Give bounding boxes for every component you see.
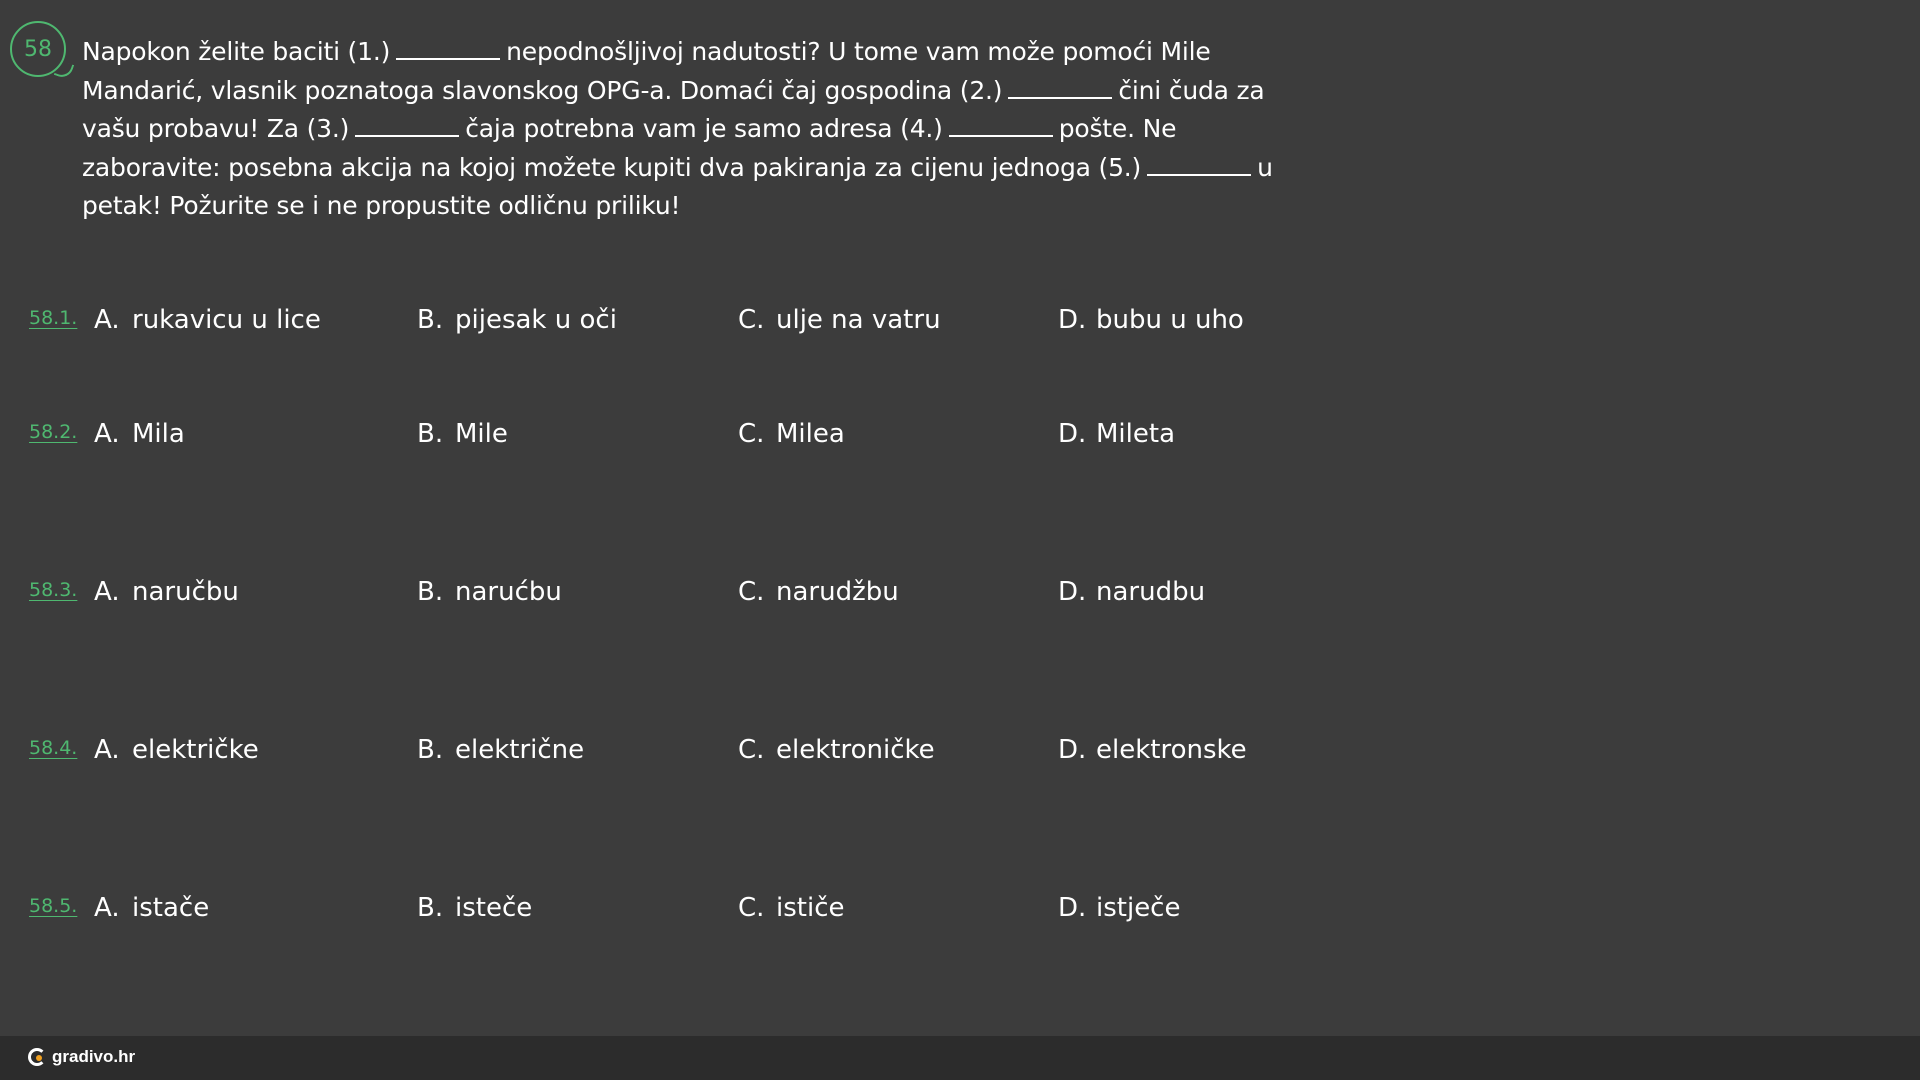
option-b[interactable] (417, 893, 532, 923)
option-letter: C. (738, 893, 765, 923)
option-letter: C. (738, 577, 765, 607)
option-letter: A. (94, 893, 120, 923)
option-c[interactable] (738, 893, 844, 923)
logo-text: gradivo.hr (52, 1047, 136, 1066)
option-d[interactable] (1058, 419, 1175, 449)
option-text: Mileta (1096, 419, 1176, 449)
question-number: 58.5. (29, 895, 78, 917)
blank-1 (396, 38, 500, 60)
option-letter: A. (94, 419, 120, 449)
option-letter: B. (417, 419, 444, 449)
question-row-5 (0, 893, 1400, 933)
question-row-2 (0, 419, 1400, 459)
blank-4 (949, 115, 1053, 137)
footer-bar (0, 1036, 1920, 1080)
option-letter: B. (417, 305, 444, 335)
gradivo-logo-icon (28, 1048, 46, 1066)
blank-3 (355, 115, 459, 137)
passage-part-6: u petak! Požurite se i ne propustite odličnu priliku! (82, 152, 1273, 220)
blank-5 (1147, 154, 1251, 176)
passage-part-1: Napokon želite baciti (1.) (82, 37, 391, 66)
option-text: bubu u uho (1096, 305, 1244, 335)
option-text: rukavicu u lice (132, 305, 321, 335)
option-d[interactable] (1058, 305, 1244, 335)
option-text: naručbu (132, 577, 239, 607)
option-text: narudbu (1096, 577, 1206, 607)
option-b[interactable] (417, 577, 562, 607)
passage-text (82, 33, 1312, 226)
option-d[interactable] (1058, 577, 1205, 607)
passage-part-2: nepodnošljivoj nadutosti? U tome vam može pomoći Mile Mandarić, vlasnik poznatoga slavonskog OPG-a. Domaći čaj gospodina (2.) (82, 37, 1211, 105)
option-b[interactable] (417, 735, 584, 765)
option-text: električne (455, 735, 585, 765)
option-c[interactable] (738, 735, 935, 765)
option-text: narućbu (455, 577, 562, 607)
option-c[interactable] (738, 419, 845, 449)
option-text: pijesak u oči (455, 305, 617, 335)
option-c[interactable] (738, 577, 899, 607)
passage-part-5: pošte. Ne zaboravite: posebna akcija na kojoj možete kupiti dva pakiranja za cijenu jednoga (5.) (82, 114, 1177, 182)
option-d[interactable] (1058, 893, 1180, 923)
option-text: istječe (1096, 893, 1181, 923)
option-text: električke (132, 735, 259, 765)
option-text: elektronske (1096, 735, 1247, 765)
option-letter: D. (1058, 735, 1087, 765)
blank-2 (1008, 77, 1112, 99)
option-letter: D. (1058, 419, 1087, 449)
option-letter: B. (417, 735, 444, 765)
site-logo[interactable] (28, 1047, 135, 1067)
task-number: 58 (24, 36, 52, 62)
option-a[interactable] (94, 419, 185, 449)
option-d[interactable] (1058, 735, 1247, 765)
badge-tail-decoration (54, 60, 75, 81)
option-c[interactable] (738, 305, 941, 335)
question-number: 58.2. (29, 421, 78, 443)
option-text: Milea (776, 419, 845, 449)
option-letter: D. (1058, 893, 1087, 923)
option-a[interactable] (94, 735, 259, 765)
option-letter: D. (1058, 577, 1087, 607)
option-letter: C. (738, 305, 765, 335)
option-text: Mila (132, 419, 185, 449)
question-number: 58.1. (29, 307, 78, 329)
question-row-4 (0, 735, 1400, 775)
option-letter: B. (417, 893, 444, 923)
option-text: Mile (455, 419, 508, 449)
option-a[interactable] (94, 577, 239, 607)
option-text: ističe (776, 893, 845, 923)
option-letter: C. (738, 735, 765, 765)
option-b[interactable] (417, 419, 508, 449)
option-letter: C. (738, 419, 765, 449)
option-letter: A. (94, 735, 120, 765)
question-number: 58.3. (29, 579, 78, 601)
option-a[interactable] (94, 305, 321, 335)
option-a[interactable] (94, 893, 209, 923)
passage-part-4: čaja potrebna vam je samo adresa (4.) (465, 114, 943, 143)
passage-part-3: čini čuda za vašu probavu! Za (3.) (82, 75, 1265, 143)
option-text: istače (132, 893, 210, 923)
option-letter: A. (94, 305, 120, 335)
option-letter: B. (417, 577, 444, 607)
option-letter: D. (1058, 305, 1087, 335)
option-text: elektroničke (776, 735, 935, 765)
question-row-3 (0, 577, 1400, 617)
option-text: narudžbu (776, 577, 899, 607)
option-text: isteče (455, 893, 533, 923)
option-b[interactable] (417, 305, 617, 335)
question-number: 58.4. (29, 737, 78, 759)
question-row-1 (0, 305, 1400, 345)
option-text: ulje na vatru (776, 305, 941, 335)
option-letter: A. (94, 577, 120, 607)
